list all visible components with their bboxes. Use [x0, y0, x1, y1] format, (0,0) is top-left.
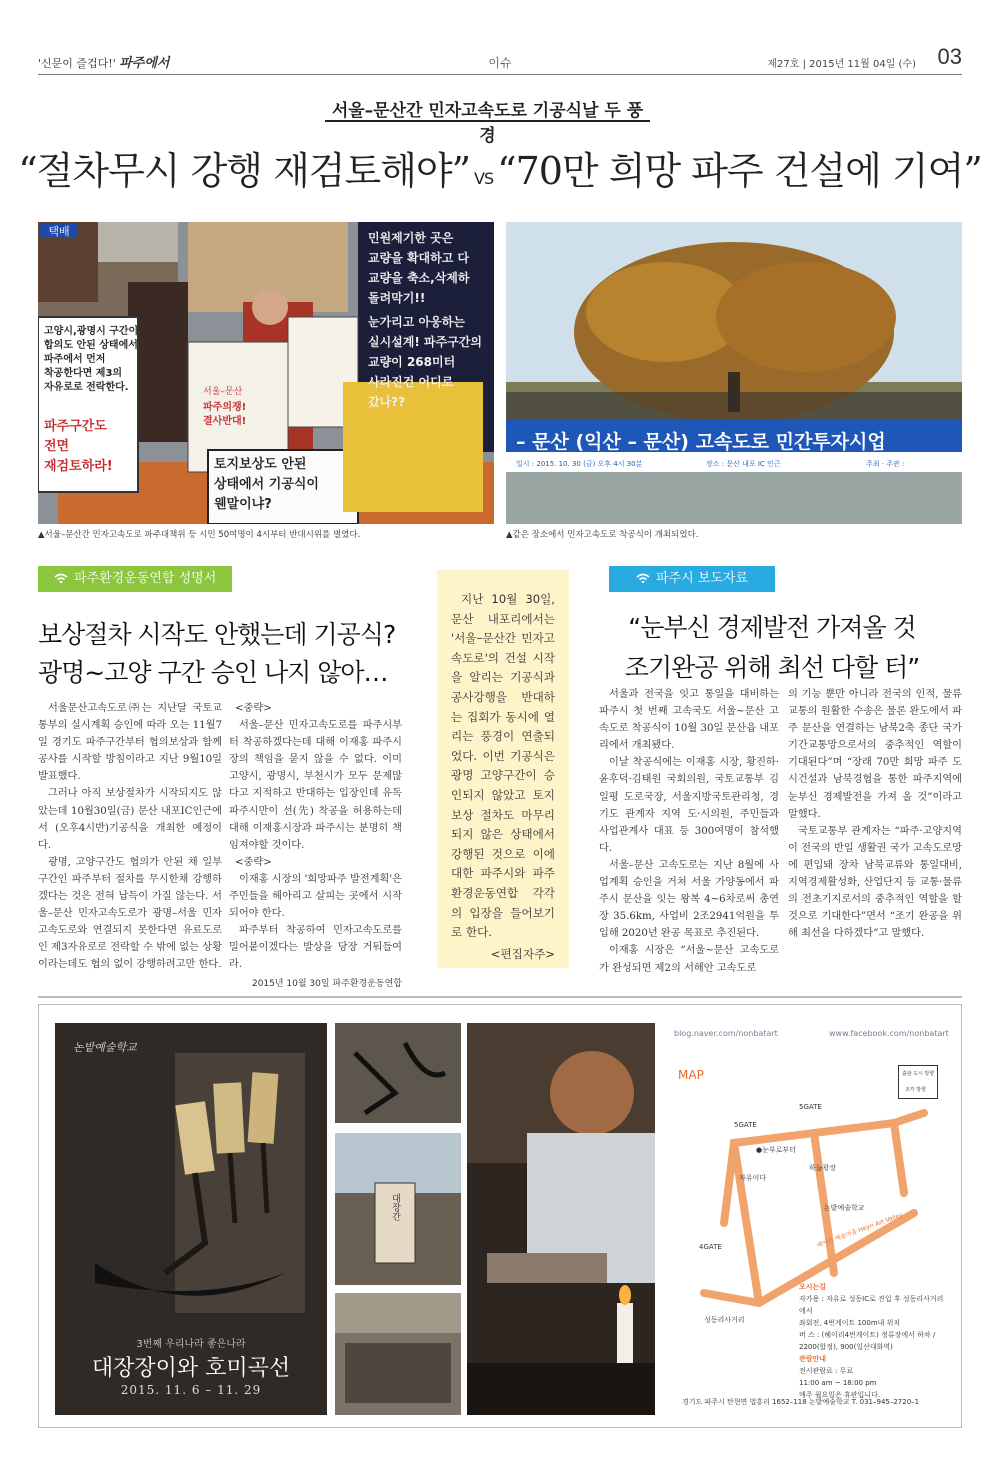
editor-note — [437, 570, 569, 968]
sign-line: 파주에서 먼저 — [44, 354, 106, 365]
paragraph: <중략> — [235, 856, 272, 868]
poster-red-text: 서울–문산 — [203, 387, 243, 397]
map-title: MAP — [678, 1068, 704, 1082]
sign-line: 교량을 확대하고 다 — [368, 251, 470, 265]
ad-photo-blacksmith — [467, 1023, 655, 1415]
right-article-col1 — [599, 686, 779, 977]
ad-poster — [55, 1023, 327, 1415]
paragraph: 서울과 전국을 잇고 통일을 대비하는 파주시 첫 번째 고속국도 서울~문산 고속도로 착공식이 10월 30일 문산읍 내포리에서 개최됐다. — [599, 689, 779, 752]
sign-line: 돌려막기!! — [368, 291, 426, 305]
section-name: 이슈 — [488, 56, 512, 70]
badge-label: 파주시 보도자료 — [655, 571, 749, 586]
ad-photo-shop — [335, 1133, 461, 1285]
masthead-quote: '신문이 즐겁다!' — [38, 57, 116, 70]
directions-heading: 오시는길 — [799, 1283, 827, 1291]
sign-line: 눈가리고 아웅하는 — [368, 315, 465, 329]
ad-subtitle: 3번째 우리나라 좋은나라 — [136, 1339, 246, 1350]
page-number: 03 — [937, 44, 962, 69]
banner-place: 장소 : 문산 내포 IC 인근 — [706, 460, 781, 468]
banner-host: 주최 · 주관 : — [866, 460, 905, 468]
shop-sign-text: 택배 — [48, 225, 70, 238]
protest-photo-svg — [38, 222, 494, 524]
kicker: 서울–문산간 민자고속도로 기공식날 두 풍경 — [325, 92, 650, 122]
paragraph: 이날 착공식에는 이재홍 시장, 황진하·윤후덕·김태원 국회의원, 국토교통부 김일평 도로국장, 서울지방국토관리청, 경기도 관계자 지역 도·시의원, 주민들과 사업관계사 대표 등 300여명이 참석했다. — [599, 757, 779, 854]
paragraph: 파주부터 착공하여 민자고속도로를 밀어붙이겠다는 발상을 당장 거둬들여라. — [229, 925, 402, 971]
map-info — [799, 1281, 949, 1401]
header-rule — [38, 74, 962, 75]
ad-footer: 경기도 파주시 탄현면 법흥리 1652–118 논밭예술학교 T. 031–945–2720–1 — [682, 1398, 920, 1406]
signal-icon — [636, 573, 650, 583]
sign-line: 재검토하라! — [44, 459, 113, 474]
hours-line: 전시관람료 : 무료 — [799, 1367, 854, 1375]
banner-text: – 문산 (익산 – 문산) 고속도로 민간투자시업 — [516, 431, 886, 453]
paragraph: 이재홍 시장의 '희망파주 발전계획'은 주민들을 헤아리고 살피는 곳에서 시작되어야 한다. — [229, 873, 402, 920]
paragraph: 광명, 고양구간도 협의가 안된 채 일부 구간인 파주부터 절차를 무시한채 강행하겠다는 것은 전혀 납득이 가질 않는다. 서울–문산 민자고속도로가 광명–서울 민자고속도로와 연결되지 못한다면 유료도로인 제3자유로로 전락할 수 밖에 없는 상황이라는데도 협의 없이 강행하려고만 한다. — [38, 856, 222, 971]
paragraph: 의 기능 뿐만 아니라 전국의 인적, 물류교통의 원활한 수송은 물론 완도에서 파주 문산을 연결하는 남북2축 종단 국가기간교통망으로서의 중추적인 역할이 기대된다”며 “장래 70만 희망 파주 도시건설과 남북경협을 통한 파주지역에 눈부신 경제발전을 가져 올 것”이라고 말했다. — [788, 689, 962, 820]
paragraph: <중략> — [235, 703, 272, 714]
blog-url: blog.naver.com/nonbatart — [674, 1029, 778, 1038]
map-label: ●눈부로부터 — [756, 1146, 796, 1154]
map-label: 조각 방향 — [905, 1087, 926, 1093]
left-article-col2 — [229, 700, 402, 993]
sign-line: 실시설계! 파주구간의 — [368, 335, 482, 349]
map-label: 4GATE — [699, 1243, 722, 1251]
sign-line: 상태에서 기공식이 — [214, 477, 319, 492]
map-label: 5GATE — [734, 1121, 757, 1129]
headline-right: “70만 희망 파주 건설에 기여” — [497, 149, 982, 193]
sign-line: 민원제기한 곳은 — [368, 231, 454, 245]
directions-line: 좌회전, 4번게이트 100m내 위치 — [799, 1319, 901, 1327]
sign-line: 웬말이냐? — [214, 497, 272, 512]
ad-title: 대장장이와 호미곡선 — [91, 1356, 291, 1381]
ad-photo-market-svg — [335, 1293, 461, 1415]
map-label: 논밭예술학교 — [824, 1204, 865, 1212]
right-article-title — [582, 608, 962, 688]
paragraph: 서울–문산 고속도로는 지난 8월에 사업계획 승인을 거쳐 서울 가양동에서 파주시 문산을 잇는 왕복 4~6차로써 총연장 35.6km, 사업비 2조2941억원을 투입해 2020년 완공 목표로 추진된다. — [599, 859, 779, 940]
photo-caption-right: ▲같은 장소에서 민자고속도로 착공식이 개최되었다. — [506, 530, 699, 540]
ad-photo-blacksmith-svg — [467, 1023, 655, 1415]
masthead-name: 파주에서 — [119, 56, 170, 71]
sign-line: 사라진건 어디로 — [368, 375, 454, 389]
directions-line: 버 스 : (헤이리4번게이트) 정류장에서 하차 / — [799, 1331, 936, 1339]
sign-line: 파주의쟁! — [203, 402, 247, 413]
hours-line: 11:00 am ~ 18:00 pm — [799, 1379, 877, 1387]
directions-line: 2200(합정), 900(일산대화역) — [799, 1343, 893, 1351]
sign-line: 갔나?? — [368, 395, 406, 409]
editor-note-signature: <편집자주> — [490, 946, 555, 961]
badge-press-release — [609, 566, 775, 592]
right-title-line: 조기완공 위해 최선 다할 터” — [624, 653, 920, 682]
ad-photo-market — [335, 1293, 461, 1415]
map-label: 5GATE — [799, 1103, 822, 1111]
sign-line: 전면 — [44, 439, 70, 454]
right-article-col2 — [788, 686, 962, 942]
facebook-url: www.facebook.com/nonbatart — [829, 1029, 949, 1038]
map-drawing — [664, 1063, 954, 1313]
badge-label: 파주환경운동연합 성명서 — [74, 571, 217, 586]
sign-line: 착공한다면 제3의 — [44, 368, 123, 379]
paragraph: 이재홍 시장은 “서울~문산 고속도로가 완성되면 제2의 서해안 고속도로 — [599, 945, 779, 974]
paragraph: 서울문산고속도로㈜는 지난달 국토교통부의 실시계획 승인에 따라 오는 11월7일 경기도 파주구간부터 협의보상과 함께 공사를 시작할 방침이라고 지난 9월10일 발표했다. — [38, 703, 222, 783]
sign-line: 파주구간도 — [44, 419, 107, 434]
sign-line: 교량이 268미터 — [368, 355, 456, 369]
directions-line: 자가용 : 자유로 성동IC로 진입 후 성동리사거리에서 — [799, 1295, 944, 1315]
ad-dates: 2015. 11. 6 – 11. 29 — [120, 1383, 262, 1397]
sign-line: 결사반대! — [203, 416, 247, 427]
map-legend-box — [898, 1065, 938, 1099]
sign-line: 토지보상도 안된 — [214, 457, 307, 472]
paragraph: 국토교통부 관계자는 “파주·고양지역이 전국의 반일 생활권 국가 고속도로망에 편입돼 장차 남북교류와 통일대비, 지역경제활성화, 산업단지 등 교통·물류의 전초기지로서의 중추적인 역할을 할 것으로 기대한다”면서 “조기 완공을 위해 최선을 다하겠다”고 말했다. — [788, 825, 962, 940]
paragraph: 그러나 아직 보상절차가 시작되지도 않았는데 10월30일(금) 문산 내포IC인근에서 (오후4시반)기공식을 개최한 예정이다. — [38, 788, 222, 851]
signal-icon — [54, 573, 68, 583]
section-divider — [38, 996, 962, 998]
ad-map-panel — [664, 1023, 954, 1415]
headline — [0, 140, 1000, 195]
ad-photo-hoe-svg — [335, 1023, 461, 1123]
sign-line: 자유로로 전락한다. — [44, 382, 129, 393]
shop-sign: 대장간 — [390, 1193, 400, 1221]
statement-signature: 2015년 10월 30일 파주환경운동연합 — [251, 978, 402, 989]
left-article-title — [38, 616, 418, 692]
issue-date: 제27호 | 2015년 11월 04일 (수) — [767, 59, 916, 70]
ceremony-photo — [506, 222, 962, 524]
badge-environment-statement — [38, 566, 232, 592]
banner-info: 일시 : 2015. 10. 30 (금) 오후 4시 30분 — [516, 460, 643, 468]
map-label: 출판 도시 방향 — [902, 1071, 935, 1077]
map-label: 헤이리 예술마을 Heyri Art Valley — [815, 1211, 904, 1250]
editor-note-text: 지난 10월 30일, 문산 내포리에서는 '서울–문산간 민자고속도로'의 건설 시작을 알리는 기공식과 공사강행을 반대하는 집회가 동시에 열리는 풍경이 연출되었다. 이번 기공식은 광명 고양구간이 승인되지 않았고 토지보상 절차도 마무리 되지 않은 상태에서 강행된 것으로 이에 대한 파주시와 파주환경운동연합 각각의 입장을 들어보기로 한다. — [451, 592, 555, 940]
protest-photo — [38, 222, 494, 524]
ad-photo-hoe — [335, 1023, 461, 1123]
page-header — [38, 44, 962, 74]
left-title-line: 보상절차 시작도 안했는데 기공식? — [38, 620, 396, 649]
photo-caption-left: ▲서울–문산간 민자고속도로 파주대책위 등 시민 50여명이 4시부터 반대시위를 벌였다. — [38, 530, 361, 540]
map-label: 자유이다 — [739, 1174, 767, 1182]
ceremony-photo-svg — [506, 222, 962, 524]
ad-photo-shop-svg — [335, 1133, 461, 1285]
map-label: 성동리사거리 — [704, 1316, 745, 1324]
map-label: 하늘광장 — [809, 1164, 837, 1172]
sign-line: 고양시,광명시 구간이 — [44, 326, 139, 337]
left-article-col1 — [38, 700, 222, 974]
hours-line: 매주 월요일은 휴관입니다. — [799, 1391, 881, 1399]
paragraph: 서울–문산 민자고속도로를 파주시부터 착공하겠다는데 대해 이재홍 파주시장의 책임을 묻지 않을 수 없다. 이미 고양시, 광명시, 부천시가 모두 문제많다고 지적하고 반대하는 입장인데 유독 파주시만이 선(先) 착공을 허용하는데 대해 이재홍시장과 파주시는 분명히 책임져야할 것이다. — [229, 720, 402, 851]
headline-left: “절차무시 강행 재검토해야” — [18, 149, 471, 193]
headline-vs: VS — [474, 169, 494, 188]
right-title-line: “눈부신 경제발전 가져올 것 — [628, 613, 916, 642]
left-title-line: 광명~고양 구간 승인 나지 않아… — [38, 658, 388, 687]
exhibition-ad — [38, 1004, 962, 1428]
sign-line: 합의도 안된 상태에서 — [44, 340, 138, 351]
ad-brand: 논밭예술학교 — [73, 1041, 137, 1054]
sign-line: 교량을 축소,삭제하 — [368, 271, 470, 285]
hours-heading: 관람안내 — [799, 1355, 827, 1363]
